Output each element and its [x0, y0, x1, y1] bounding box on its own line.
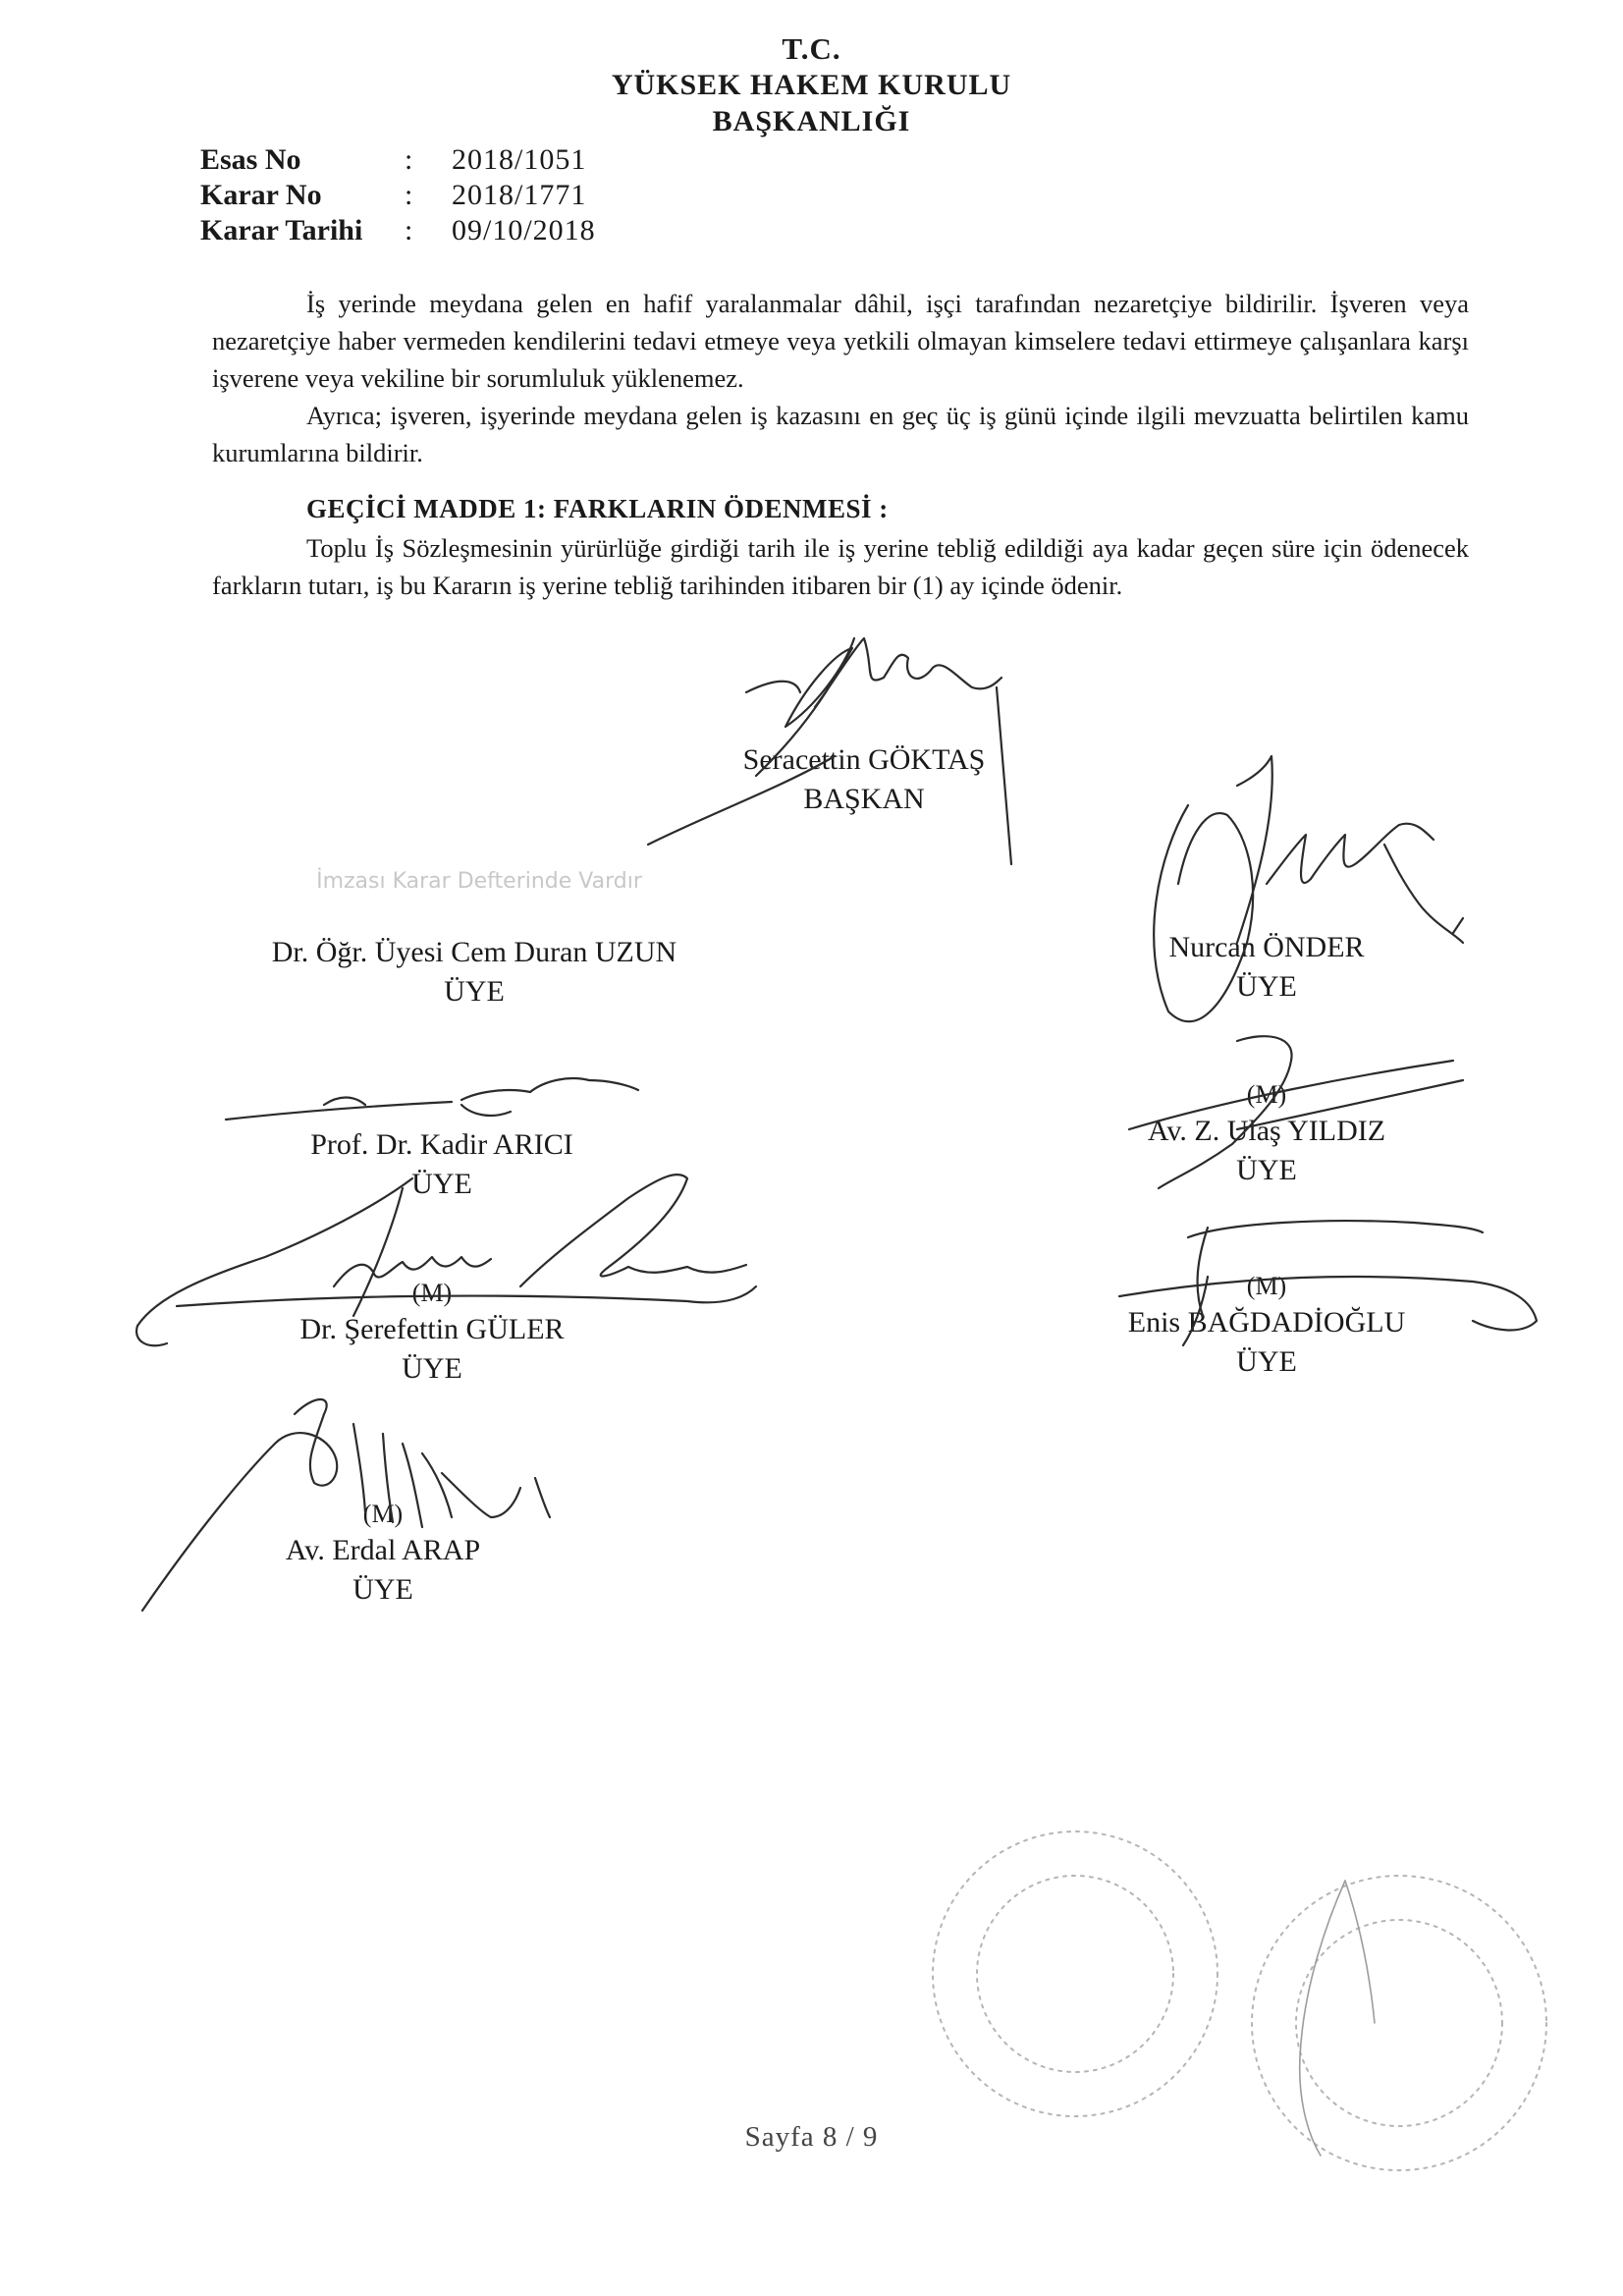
paragraph-accident-notice: [212, 397, 1469, 471]
record-stamp-text: İmzası Karar Defterinde Vardır: [316, 869, 642, 894]
section-title-temporary-article: GEÇİCİ MADDE 1: FARKLARIN ÖDENMESİ :: [306, 494, 889, 523]
signer-role: ÜYE: [411, 1168, 472, 1200]
header-presidency: BAŞKANLIĞI: [712, 105, 911, 137]
signer-name: Seracettin GÖKTAŞ: [742, 743, 986, 776]
signer-baskan: [727, 740, 1001, 819]
meta-colon: :: [405, 179, 413, 211]
signer-uzun: [243, 933, 705, 1011]
meta-label: Esas No: [200, 143, 301, 176]
signer-name: Dr. Şerefettin GÜLER: [299, 1313, 565, 1345]
meta-label: Karar Tarihi: [200, 214, 363, 246]
seal-right-stroke: [1300, 1881, 1375, 2156]
signer-mark: (M): [362, 1500, 404, 1528]
signer-mark: (M): [1246, 1272, 1287, 1300]
signer-role: ÜYE: [444, 975, 505, 1008]
signer-name: Av. Z. Ulaş YILDIZ: [1147, 1115, 1386, 1147]
paragraph-text: Toplu İş Sözleşmesinin yürürlüğe girdiği tarih ile iş yerine tebliğ edildiği aya kadar geçen süre için ödenecek farkların tutarı, iş bu Kararın iş yerine tebliğ tarihinden itibaren bir (1) ay içinde ödenir.: [212, 533, 1469, 600]
meta-value: 09/10/2018: [452, 214, 596, 246]
paragraph-injury-reporting: [212, 285, 1469, 397]
signer-mark: (M): [1246, 1080, 1287, 1109]
signature-arici: [226, 1078, 638, 1120]
signer-arap: [236, 1498, 530, 1610]
page-number: Sayfa 8 / 9: [744, 2121, 879, 2153]
signer-role: ÜYE: [1236, 1345, 1297, 1378]
signer-arici: [236, 1125, 648, 1204]
seal-right-inner: [1296, 1920, 1502, 2126]
signer-role: ÜYE: [352, 1573, 413, 1606]
seal-left-inner: [977, 1876, 1173, 2072]
signer-name: Nurcan ÖNDER: [1168, 931, 1365, 963]
meta-colon: :: [405, 143, 413, 176]
signer-bagdadioglu: [1090, 1270, 1443, 1382]
signer-role: ÜYE: [1236, 970, 1297, 1003]
paragraph-text: İş yerinde meydana gelen en hafif yaralanmalar dâhil, işçi tarafından nezaretçiye bildirilir. İşveren veya nezaretçiye haber vermeden kendilerini tedavi etmeye veya yetkili olmayan kimselere tedavi ettirmeye çalışanlara karşı işverene veya vekiline bir sorumluluk yüklenemez.: [212, 289, 1469, 393]
signer-role: ÜYE: [1236, 1154, 1297, 1186]
paragraph-difference-payment: [212, 529, 1469, 604]
header-institution: YÜKSEK HAKEM KURULU: [611, 69, 1012, 101]
meta-label: Karar No: [200, 179, 322, 211]
signer-mark: (M): [411, 1279, 453, 1307]
signer-guler: [255, 1277, 609, 1389]
signer-name: Dr. Öğr. Üyesi Cem Duran UZUN: [271, 936, 677, 968]
signer-name: Av. Erdal ARAP: [285, 1534, 481, 1566]
signer-name: Enis BAĞDADİOĞLU: [1127, 1306, 1406, 1339]
signer-role: ÜYE: [402, 1352, 462, 1385]
seal-left: [933, 1831, 1217, 2116]
header-tc: T.C.: [782, 31, 841, 66]
signer-name: Prof. Dr. Kadir ARICI: [310, 1128, 573, 1161]
meta-value: 2018/1051: [452, 143, 587, 176]
meta-value: 2018/1771: [452, 179, 587, 211]
meta-colon: :: [405, 214, 413, 246]
paragraph-text: Ayrıca; işveren, işyerinde meydana gelen iş kazasını en geç üç iş günü içinde ilgili mevzuatta belirtilen kamu kurumlarına bildirir.: [212, 401, 1469, 467]
signer-yildiz: [1090, 1078, 1443, 1190]
signer-onder: [1119, 928, 1414, 1007]
signer-role: BAŞKAN: [803, 783, 925, 815]
